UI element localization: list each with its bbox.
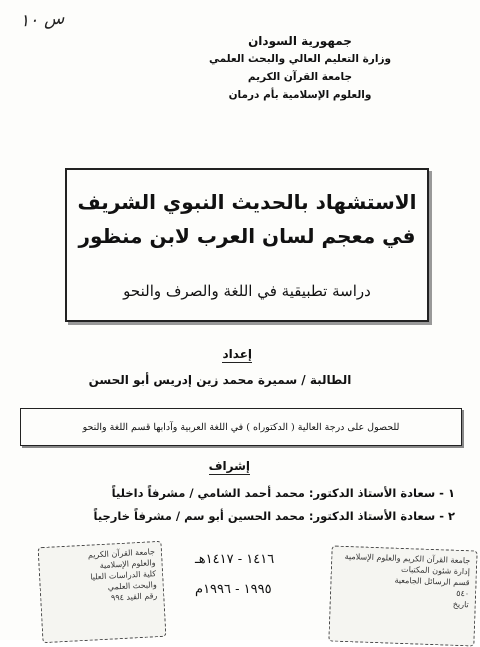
stamp-left-line: والبحث العلمي [107,580,157,592]
thesis-title [67,185,427,253]
thesis-title-line-1: الاستشهاد بالحديث النبوي الشريف [77,190,417,214]
student-name: الطالبة / سميرة محمد زين إدريس أبو الحسن [88,373,352,387]
handwritten-corner-mark: س ١٠ [19,8,66,32]
thesis-title-line-2: في معجم لسان العرب لابن منظور [78,224,416,248]
stamp-right-line: تاريخ [452,599,469,610]
institution-line-country: جمهورية السودان [248,34,352,48]
stamp-left-line: والعلوم الإسلامية [99,558,156,571]
stamp-left-line: جامعة القرآن الكريم [87,547,156,560]
stamp-right-line: قسم الرسائل الجامعية [394,575,470,588]
stamp-right-line: جامعة القرآن الكريم والعلوم الإسلامية [344,551,471,566]
institution-line-university-cont: والعلوم الإسلامية بأم درمان [228,89,372,101]
preparation-heading: إعداد [222,347,252,361]
stamp-right-line: إدارة شئون المكتبات [400,564,471,577]
stamp-right-line: ٥٤٠ [456,588,470,599]
institution-line-ministry: وزارة التعليم العالي والبحث العلمي [208,53,392,65]
date-hijri: ١٤١٦ - ١٤١٧هـ [195,552,275,567]
title-frame [65,168,429,322]
supervision-heading: إشراف [208,459,250,473]
library-stamp-right [328,545,477,646]
supervisor-external: ٢ - سعادة الأستاذ الدكتور: محمد الحسين أبو سم / مشرفاً خارجياً [93,509,455,523]
date-gregorian: ١٩٩٥ - ١٩٩٦م [195,582,272,597]
institution-header [200,32,400,104]
institution-line-university: جامعة القرآن الكريم [247,71,353,83]
degree-statement-box [20,408,462,446]
stamp-left-line: رقم القيد ٩٩٤ [110,591,158,603]
degree-statement: للحصول على درجة العالية ( الدكتوراه ) في اللغة العربية وآدابها قسم اللغة والنحو [82,421,400,433]
stamp-left-line: كلية الدراسات العليا [90,569,157,582]
thesis-subtitle: دراسة تطبيقية في اللغة والصرف والنحو [123,282,371,300]
library-stamp-left [38,541,167,643]
supervisor-internal: ١ - سعادة الأستاذ الدكتور: محمد أحمد الشامي / مشرفاً داخلياً [111,486,455,500]
